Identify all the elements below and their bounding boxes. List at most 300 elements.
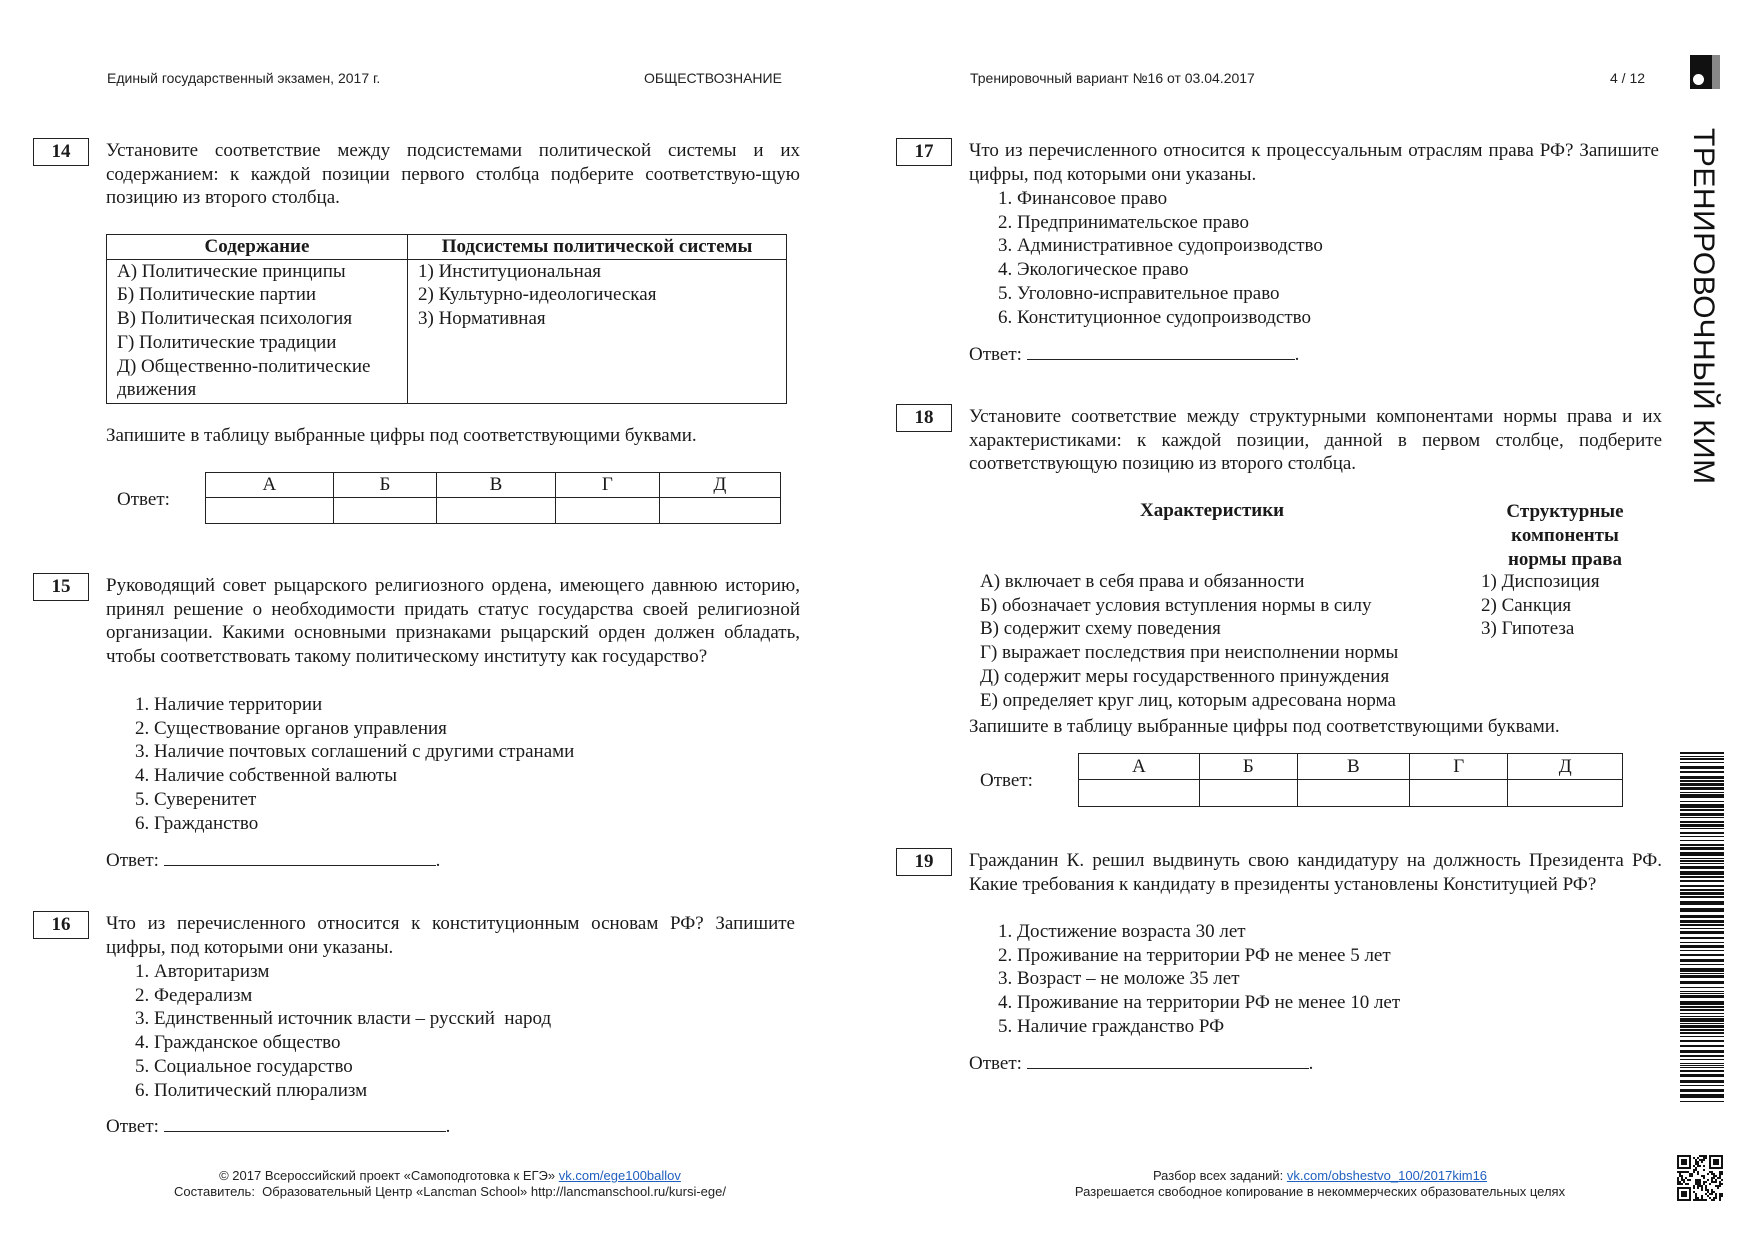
barcode-bar — [1680, 828, 1724, 829]
barcode-bar — [1680, 1067, 1724, 1068]
qr-module — [1695, 1179, 1697, 1181]
footer-author-line: Составитель: Образовательный Центр «Lancman School» http://lancmanschool.ru/kursi-ege/ — [174, 1184, 726, 1199]
barcode-bar — [1680, 973, 1724, 974]
option-item: 6. Политический плюрализм — [135, 1079, 368, 1101]
qr-finder — [1713, 1159, 1719, 1165]
qr-module — [1695, 1197, 1697, 1199]
option-item: 4. Гражданское общество — [135, 1032, 341, 1054]
list-item: Д) Общественно-политические движения — [117, 355, 371, 401]
barcode-icon — [1680, 752, 1724, 1102]
qr-module — [1697, 1187, 1699, 1189]
barcode-bar — [1680, 968, 1724, 972]
qr-module — [1701, 1155, 1703, 1157]
barcode-bar — [1680, 836, 1724, 837]
qr-module — [1695, 1159, 1697, 1161]
list-item: Д) содержит меры государственного принуждения — [980, 665, 1390, 687]
option-item: 3. Административное судопроизводство — [998, 235, 1323, 257]
option-item: 5. Наличие гражданство РФ — [998, 1015, 1225, 1037]
barcode-bar — [1680, 1065, 1724, 1066]
list-item: Г) выражает последствия при неисполнении нормы — [980, 642, 1399, 664]
answer-label: Ответ: — [969, 344, 1022, 365]
barcode-bar — [1680, 1023, 1724, 1024]
qr-module — [1697, 1165, 1699, 1167]
answer-letter: Д — [659, 473, 780, 498]
qr-module — [1721, 1193, 1723, 1195]
list-item: 2) Культурно-идеологическая — [418, 284, 657, 306]
header-line: компоненты — [1511, 525, 1619, 546]
question-14-answer-grid — [205, 472, 781, 524]
answer-cell-v[interactable] — [437, 498, 556, 524]
qr-module — [1719, 1193, 1721, 1195]
qr-module — [1703, 1199, 1705, 1201]
qr-module — [1699, 1159, 1701, 1161]
answer-label: Ответ: — [106, 1116, 159, 1137]
question-14-text: Установите соответствие между подсистемами политической системы и их содержанием: к каждой позиции первого столбца подберите соответствую-щую позицию из второго столбца. — [106, 140, 800, 209]
barcode-bar — [1680, 871, 1724, 875]
column-subsystem-items — [408, 259, 787, 403]
header-subject: ОБЩЕСТВОЗНАНИЕ — [644, 70, 782, 86]
qr-module — [1697, 1173, 1699, 1175]
barcode-bar — [1680, 866, 1724, 869]
qr-module — [1677, 1181, 1679, 1183]
footer-analysis-label: Разбор всех заданий: — [1152, 1168, 1284, 1183]
qr-module — [1709, 1197, 1711, 1199]
barcode-bar — [1680, 975, 1724, 978]
question-number-19: 19 — [896, 848, 952, 876]
barcode-bar — [1680, 821, 1724, 823]
barcode-bar — [1680, 942, 1724, 943]
barcode-bar — [1680, 817, 1724, 818]
question-16-text: Что из перечисленного относится к конституционным основам РФ? Запишите цифры, под которыми они указаны. — [106, 913, 795, 958]
header-line: Структурные — [1506, 501, 1624, 522]
barcode-bar — [1680, 787, 1724, 790]
answer-field[interactable] — [1027, 341, 1295, 360]
question-14-instruction: Запишите в таблицу выбранные цифры под соответствующими буквами. — [106, 425, 697, 446]
qr-module — [1707, 1179, 1709, 1181]
qr-module — [1715, 1175, 1717, 1177]
barcode-bar — [1680, 860, 1724, 862]
barcode-bar — [1680, 780, 1724, 782]
qr-module — [1721, 1195, 1723, 1197]
option-item: 1. Финансовое право — [998, 188, 1168, 209]
barcode-bar — [1680, 1016, 1724, 1017]
barcode-bar — [1680, 931, 1724, 934]
qr-module — [1703, 1183, 1705, 1185]
qr-module — [1703, 1175, 1705, 1177]
question-18-text: Установите соответствие между структурными компонентами нормы права и их характеристиками: к каждой позиции, данной в первом столбце, подберите соответствующую позицию из второго столбца. — [969, 406, 1662, 475]
qr-module — [1707, 1173, 1709, 1175]
qr-module — [1687, 1183, 1689, 1185]
qr-module — [1689, 1179, 1691, 1181]
qr-module — [1715, 1179, 1717, 1181]
barcode-bar — [1680, 1055, 1724, 1057]
barcode-bar — [1680, 954, 1724, 956]
barcode-bar — [1680, 783, 1724, 786]
option-item: 4. Проживание на территории РФ не менее 10 лет — [998, 992, 1401, 1014]
side-label-training-kim: ТРЕНИРОВОЧНЫЙ КИМ — [1687, 128, 1720, 485]
qr-module — [1697, 1181, 1699, 1183]
qr-module — [1689, 1175, 1691, 1177]
answer-cell-g[interactable] — [1410, 780, 1508, 807]
qr-module — [1709, 1193, 1711, 1195]
barcode-bar — [1680, 776, 1724, 779]
option-item: 2. Проживание на территории РФ не менее 5 лет — [998, 944, 1391, 966]
barcode-bar — [1680, 937, 1724, 939]
list-item: 3) Нормативная — [418, 308, 546, 330]
qr-module — [1713, 1173, 1715, 1175]
question-18-components — [1481, 570, 1600, 641]
qr-module — [1701, 1197, 1703, 1199]
option-item: 1. Наличие территории — [135, 694, 323, 715]
footer-copy-permission: Разрешается свободное копирование в некоммерческих образовательных целях — [1074, 1184, 1566, 1199]
qr-module — [1715, 1195, 1717, 1197]
answer-cell-a[interactable] — [1079, 780, 1200, 807]
barcode-bar — [1680, 801, 1724, 802]
question-number-14: 14 — [33, 138, 89, 166]
barcode-bar — [1680, 964, 1724, 965]
qr-module — [1681, 1175, 1683, 1177]
qr-module — [1701, 1187, 1703, 1189]
qr-module — [1707, 1189, 1709, 1191]
list-item: Б) Политические партии — [117, 284, 317, 306]
question-14-matching-table — [106, 234, 787, 404]
qr-module — [1703, 1155, 1705, 1157]
qr-module — [1711, 1173, 1713, 1175]
question-18-answer-grid — [1078, 753, 1623, 807]
qr-module — [1677, 1177, 1679, 1179]
header-line: нормы права — [1507, 549, 1623, 570]
qr-module — [1719, 1175, 1721, 1177]
barcode-bar — [1680, 945, 1724, 948]
qr-module — [1719, 1199, 1721, 1201]
question-16-options — [135, 960, 551, 1102]
qr-module — [1703, 1157, 1705, 1159]
table-header-subsystems: Подсистемы политической системы — [408, 235, 787, 260]
qr-finder — [1681, 1191, 1687, 1197]
qr-module — [1713, 1175, 1715, 1177]
option-item: 2. Предпринимательское право — [998, 211, 1250, 233]
question-15-options — [135, 693, 574, 835]
barcode-bar — [1680, 794, 1724, 798]
barcode-bar — [1680, 1040, 1724, 1042]
option-item: 2. Существование органов управления — [135, 717, 447, 739]
header-variant: Тренировочный вариант №16 от 03.04.2017 — [970, 70, 1255, 86]
answer-field[interactable] — [1027, 1050, 1309, 1069]
qr-module — [1689, 1173, 1691, 1175]
barcode-bar — [1680, 1032, 1724, 1034]
question-17-text: Что из перечисленного относится к процессуальным отраслям права РФ? Запишите цифры, под которыми они указаны. — [969, 140, 1659, 185]
list-item: Е) определяет круг лиц, которым адресована норма — [980, 689, 1396, 711]
qr-code-graphic — [1677, 1155, 1723, 1201]
answer-letter: Г — [1410, 754, 1508, 780]
answer-label: Ответ: — [106, 850, 159, 871]
footer-link-analysis[interactable]: vk.com/obshestvo_100/2017kim16 — [1286, 1168, 1488, 1183]
qr-module — [1697, 1183, 1699, 1185]
barcode-bar — [1680, 1085, 1724, 1086]
logo-icon — [1690, 55, 1720, 89]
qr-module — [1685, 1183, 1687, 1185]
qr-module — [1693, 1185, 1695, 1187]
barcode-bar — [1680, 995, 1724, 998]
qr-module — [1711, 1181, 1713, 1183]
barcode-bar — [1680, 762, 1724, 763]
option-item: 1. Достижение возраста 30 лет — [998, 921, 1246, 942]
qr-module — [1709, 1171, 1711, 1173]
option-item: 5. Суверенитет — [135, 788, 257, 810]
footer-project-line — [120, 1168, 780, 1184]
barcode-bar — [1680, 1094, 1724, 1098]
qr-module — [1701, 1199, 1703, 1201]
list-item: А) Политические принципы — [117, 260, 346, 282]
question-17-options — [998, 187, 1323, 329]
qr-module — [1713, 1197, 1715, 1199]
qr-module — [1713, 1199, 1715, 1201]
answer-letter: Д — [1508, 754, 1623, 780]
qr-module — [1681, 1183, 1683, 1185]
answer-letter: А — [1079, 754, 1200, 780]
barcode-bar — [1680, 924, 1724, 926]
barcode-bar — [1680, 752, 1724, 754]
qr-module — [1685, 1177, 1687, 1179]
answer-cell-d[interactable] — [1508, 780, 1623, 807]
list-item: В) содержит схему поведения — [980, 618, 1221, 640]
header-page-number: 4 / 12 — [1610, 70, 1646, 86]
answer-letter: Г — [555, 473, 659, 498]
barcode-bar — [1680, 847, 1724, 850]
barcode-bar — [1680, 840, 1724, 841]
barcode-bar — [1680, 766, 1724, 769]
qr-module — [1695, 1163, 1697, 1165]
qr-module — [1683, 1171, 1685, 1173]
barcode-bar — [1680, 920, 1724, 923]
answer-field[interactable] — [164, 847, 436, 866]
question-16-answer: Ответ: . — [106, 1113, 450, 1138]
barcode-bar — [1680, 1063, 1724, 1064]
question-number-18: 18 — [896, 404, 952, 432]
answer-cell-b[interactable] — [333, 498, 436, 524]
qr-module — [1713, 1177, 1715, 1179]
qr-module — [1707, 1195, 1709, 1197]
barcode-bar — [1680, 1029, 1724, 1031]
answer-cell-g[interactable] — [555, 498, 659, 524]
qr-module — [1719, 1171, 1721, 1173]
answer-cell-a[interactable] — [206, 498, 334, 524]
qr-module — [1685, 1171, 1687, 1173]
qr-module — [1703, 1165, 1705, 1167]
qr-module — [1693, 1165, 1695, 1167]
qr-module — [1695, 1181, 1697, 1183]
qr-module — [1713, 1191, 1715, 1193]
qr-module — [1679, 1175, 1681, 1177]
qr-module — [1721, 1173, 1723, 1175]
qr-module — [1679, 1171, 1681, 1173]
barcode-bar — [1680, 908, 1724, 912]
qr-module — [1683, 1181, 1685, 1183]
qr-module — [1697, 1171, 1699, 1173]
question-19-text: Гражданин К. решил выдвинуть свою кандидатуру на должность Президента РФ. Какие требования к кандидату в президенты установлены Конституцией РФ? — [969, 850, 1662, 895]
answer-field[interactable] — [164, 1113, 446, 1132]
qr-module — [1699, 1183, 1701, 1185]
qr-module — [1701, 1185, 1703, 1187]
qr-module — [1719, 1195, 1721, 1197]
barcode-bar — [1680, 991, 1724, 992]
qr-module — [1681, 1179, 1683, 1181]
barcode-bar — [1680, 1070, 1724, 1072]
barcode-bar — [1680, 858, 1724, 859]
option-item: 6. Конституционное судопроизводство — [998, 306, 1311, 328]
qr-module — [1715, 1185, 1717, 1187]
question-18-characteristics — [980, 570, 1398, 712]
qr-module — [1695, 1193, 1697, 1195]
qr-module — [1693, 1187, 1695, 1189]
option-item: 4. Наличие собственной валюты — [135, 765, 398, 787]
qr-module — [1703, 1181, 1705, 1183]
barcode-bar — [1680, 993, 1724, 994]
footer-left — [120, 1168, 780, 1200]
barcode-bar — [1680, 892, 1724, 895]
barcode-bar — [1680, 876, 1724, 878]
barcode-bar — [1680, 832, 1724, 834]
qr-module — [1687, 1179, 1689, 1181]
qr-module — [1695, 1161, 1697, 1163]
answer-cell-d[interactable] — [659, 498, 780, 524]
list-item: А) включает в себя права и обязанности — [980, 571, 1305, 592]
qr-module — [1697, 1163, 1699, 1165]
qr-module — [1721, 1171, 1723, 1173]
qr-module — [1697, 1199, 1699, 1201]
qr-module — [1699, 1199, 1701, 1201]
answer-letter: Б — [333, 473, 436, 498]
question-number-16: 16 — [33, 911, 89, 939]
barcode-bar — [1680, 1050, 1724, 1053]
qr-module — [1711, 1171, 1713, 1173]
qr-module — [1719, 1183, 1721, 1185]
option-item: 2. Федерализм — [135, 984, 253, 1006]
list-item: 2) Санкция — [1481, 594, 1572, 616]
qr-module — [1719, 1181, 1721, 1183]
option-item: 5. Социальное государство — [135, 1055, 353, 1077]
footer-link-ege100ballov[interactable]: vk.com/ege100ballov — [558, 1168, 681, 1183]
list-item: 1) Институциональная — [418, 260, 602, 282]
qr-module — [1699, 1181, 1701, 1183]
barcode-bar — [1680, 1018, 1724, 1022]
barcode-bar — [1680, 792, 1724, 793]
qr-module — [1719, 1185, 1721, 1187]
barcode-bar — [1680, 1101, 1724, 1102]
qr-module — [1695, 1183, 1697, 1185]
qr-module — [1693, 1157, 1695, 1159]
qr-module — [1711, 1177, 1713, 1179]
barcode-bar — [1680, 1089, 1724, 1092]
qr-module — [1711, 1193, 1713, 1195]
answer-label: Ответ: — [969, 1053, 1022, 1074]
barcode-bar — [1680, 915, 1724, 918]
qr-module — [1703, 1177, 1705, 1179]
option-item: 5. Уголовно-исправительное право — [998, 282, 1280, 304]
qr-finder — [1681, 1159, 1687, 1165]
barcode-bar — [1680, 1045, 1724, 1047]
barcode-bar — [1680, 889, 1724, 891]
qr-module — [1711, 1189, 1713, 1191]
qr-module — [1691, 1175, 1693, 1177]
qr-module — [1699, 1165, 1701, 1167]
footer-right — [1020, 1168, 1620, 1200]
barcode-bar — [1680, 885, 1724, 887]
barcode-bar — [1680, 756, 1724, 757]
qr-module — [1695, 1169, 1697, 1171]
qr-module — [1693, 1169, 1695, 1171]
question-15-text: Руководящий совет рыцарского религиозного ордена, имеющего давнюю историю, принял решение о необходимости придать статус государства своей религиозной организации. Какими основными признаками рыцарский орден должен обладать, чтобы соответствовать такому политическому институту как государство? — [106, 575, 800, 668]
qr-module — [1707, 1191, 1709, 1193]
qr-module — [1705, 1189, 1707, 1191]
qr-module — [1695, 1195, 1697, 1197]
barcode-bar — [1680, 987, 1724, 988]
option-item: 6. Гражданство — [135, 812, 259, 834]
barcode-bar — [1680, 844, 1724, 846]
qr-module — [1711, 1179, 1713, 1181]
barcode-bar — [1680, 928, 1724, 929]
barcode-bar — [1680, 981, 1724, 984]
header-exam-title: Единый государственный экзамен, 2017 г. — [107, 70, 381, 86]
barcode-bar — [1680, 804, 1724, 808]
barcode-bar — [1680, 771, 1724, 773]
barcode-bar — [1680, 880, 1724, 882]
qr-module — [1705, 1187, 1707, 1189]
option-item: 1. Авторитаризм — [135, 961, 270, 982]
barcode-bar — [1680, 824, 1724, 827]
barcode-bar — [1680, 758, 1724, 760]
qr-module — [1705, 1193, 1707, 1195]
barcode-bar — [1680, 863, 1724, 864]
qr-module — [1709, 1183, 1711, 1185]
answer-letter: В — [1297, 754, 1409, 780]
qr-module — [1697, 1197, 1699, 1199]
qr-module — [1717, 1187, 1719, 1189]
answer-cell-b[interactable] — [1199, 780, 1297, 807]
qr-module — [1719, 1177, 1721, 1179]
option-item: 3. Наличие почтовых соглашений с другими странами — [135, 741, 575, 763]
qr-module — [1705, 1155, 1707, 1157]
qr-module — [1717, 1185, 1719, 1187]
barcode-bar — [1680, 959, 1724, 962]
qr-module — [1687, 1171, 1689, 1173]
question-14-answer-label: Ответ: — [117, 489, 170, 510]
qr-module — [1705, 1157, 1707, 1159]
qr-module — [1701, 1189, 1703, 1191]
list-item: 1) Диспозиция — [1481, 571, 1600, 592]
qr-module — [1703, 1169, 1705, 1171]
qr-module — [1715, 1181, 1717, 1183]
qr-module — [1697, 1161, 1699, 1163]
qr-module — [1697, 1179, 1699, 1181]
footer-copyright: © 2017 Всероссийский проект «Самоподготовка к ЕГЭ» — [219, 1168, 556, 1183]
question-19-answer: Ответ: . — [969, 1050, 1313, 1075]
qr-module — [1677, 1179, 1679, 1181]
answer-cell-v[interactable] — [1297, 780, 1409, 807]
question-18-col2-header — [1470, 500, 1660, 572]
qr-module — [1681, 1171, 1683, 1173]
barcode-bar — [1680, 809, 1724, 811]
qr-module — [1691, 1173, 1693, 1175]
barcode-bar — [1680, 852, 1724, 856]
qr-module — [1693, 1191, 1695, 1193]
qr-module — [1705, 1199, 1707, 1201]
barcode-bar — [1680, 1059, 1724, 1060]
qr-module — [1699, 1155, 1701, 1157]
list-item: В) Политическая психология — [117, 308, 353, 330]
qr-module — [1719, 1173, 1721, 1175]
question-number-17: 17 — [896, 138, 952, 166]
